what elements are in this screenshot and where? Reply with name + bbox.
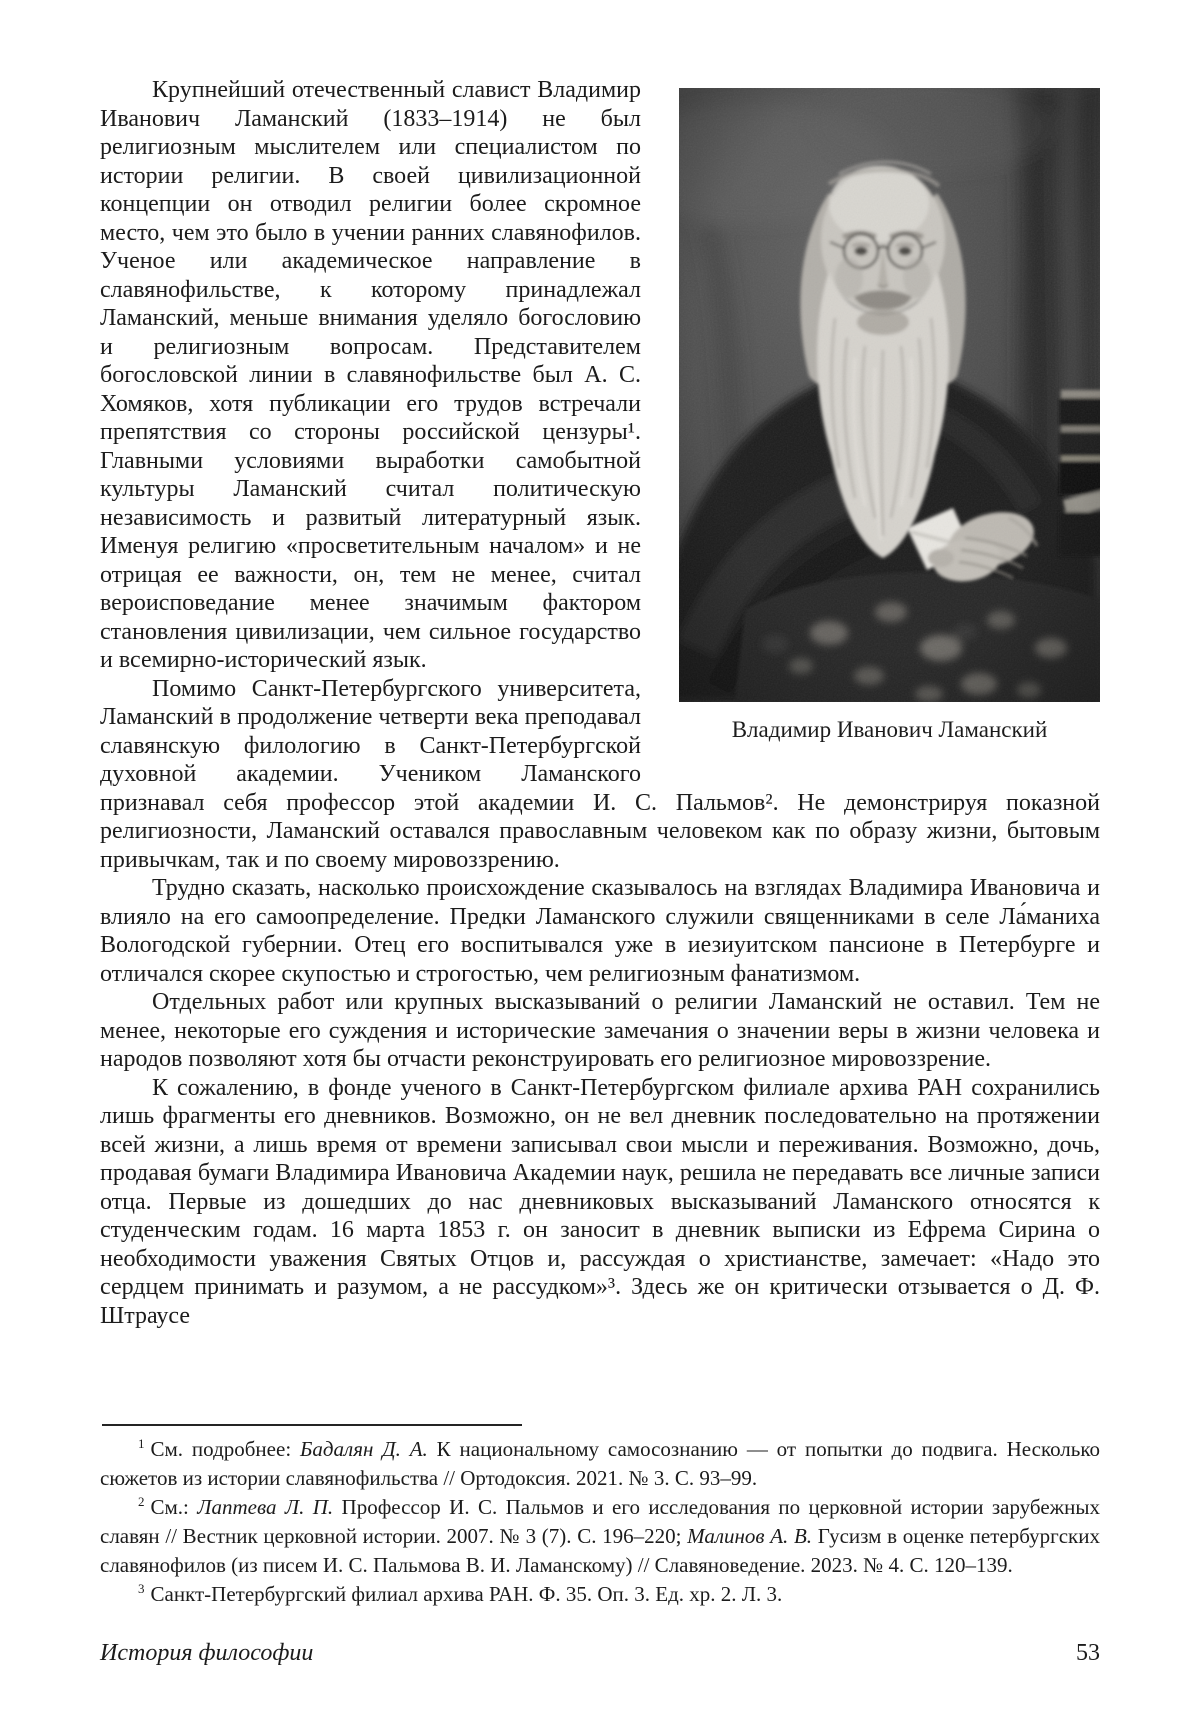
footnote: $^1$ См. подробнее: Бадалян Д. А. К национальному самосознанию — от попытки до подвига. Несколько сюжетов из истории славянофильства // Ортодоксия. 2021. № 3. С. 93–99. <box>100 1436 1100 1490</box>
footnote-marker: 3 <box>138 1581 145 1596</box>
portrait-photo <box>679 88 1100 702</box>
paragraph-3: Трудно сказать, насколько происхождение сказывалось на взглядах Владимира Ивановича и влияло на его самоопределение. Предки Ламанского служили священниками в селе Ла́маниха Вологодской губернии. Отец его воспитывался уже в иезиуитском пансионе в Петербурге и отличался скорее скупостью и строгостью, чем религиозным фанатизмом. <box>100 875 1100 987</box>
paragraph-1: Крупнейший отечественный славист Владимир Иванович Ламанский (1833–1914) не был религиозным мыслителем или специалистом по истории религии. В своей цивилизационной концепции он отводил религии более скромное место, чем это было в учении ранних славянофилов. Ученое или академическое направление в славянофильстве, к которому принадлежал Ламанский, меньше внимания уделяло богословию и религиозным вопросам. Представителем богословской линии в славянофильстве был А. С. Хомяков, хотя публикации его трудов встречали препятствия со стороны российской цензуры¹. Главными условиями выработки самобытной культуры Ламанский считал политическую независимость и развитый литературный язык. Именуя религию «просветительным началом» и не отрицая ее важности, он, тем не менее, считал вероисповедание менее значимым фактором становления цивилизации, чем сильное государство и всемирно-исторический язык. <box>100 77 641 673</box>
footnotes-list <box>100 1435 1100 1609</box>
footnote-separator <box>102 1424 522 1426</box>
footnote-marker: 2 <box>138 1494 145 1509</box>
running-title: История философии <box>100 1640 314 1666</box>
page-number: 53 <box>1076 1640 1100 1666</box>
paragraph-5: К сожалению, в фонде ученого в Санкт-Петербургском филиале архива РАН сохранились лишь фрагменты его дневников. Возможно, он не вел дневник последовательно на протяжении всей жизни, а лишь время от времени записывал свои мысли и переживания. Возможно, дочь, продавая бумаги Владимира Ивановича Академии наук, решила не передавать все личные записи отца. Первые из дошедших до нас дневниковых высказываний Ламанского относятся к студенческим годам. 16 марта 1853 г. он заносит в дневник выписки из Ефрема Сирина о необходимости уважения Святых Отцов и, рассуждая о христианстве, замечает: «Надо это сердцем принимать и разумом, а не рассудком»³. Здесь же он критически отзывается о Д. Ф. Штраусе <box>100 1074 1100 1329</box>
photo-caption: Владимир Иванович Ламанский <box>731 717 1048 742</box>
footnotes-section <box>100 1414 1100 1609</box>
page-footer <box>100 1638 1100 1668</box>
portrait-figure <box>679 88 1100 744</box>
paragraph-4: Отдельных работ или крупных высказываний о религии Ламанский не оставил. Тем не менее, некоторые его суждения и исторические замечания о значении веры в жизни человека и народов позволяют хотя бы отчасти реконструировать его религиозное мировоззрение. <box>100 989 1100 1072</box>
footnote-marker: 1 <box>138 1436 145 1451</box>
footnote: $^2$ См.: Лаптева Л. П. Профессор И. С. Пальмов и его исследования по церковной истории зарубежных славян // Вестник церковной истории. 2007. № 3 (7). С. 196–220; Малинов А. В. Гусизм в оценке петербургских славянофилов (из писем И. С. Пальмова В. И. Ламанскому) // Славяноведение. 2023. № 4. С. 120–139. <box>100 1494 1100 1577</box>
footnote: $^3$ Санкт-Петербургский филиал архива РАН. Ф. 35. Оп. 3. Ед. хр. 2. Л. 3. <box>138 1581 783 1606</box>
paragraph-2: Помимо Санкт-Петербургского университета, Ламанский в продолжение четверти века преподавал славянскую филологию в Санкт-Петербургской духовной академии. Учеником Ламанского признавал себя профессор этой академии И. С. Пальмов². Не демонстрируя показной религиозности, Ламанский оставался православным человеком как по образу жизни, бытовым привычкам, так и по своему мировоззрению. <box>100 675 1100 873</box>
article-body <box>100 76 1100 1418</box>
